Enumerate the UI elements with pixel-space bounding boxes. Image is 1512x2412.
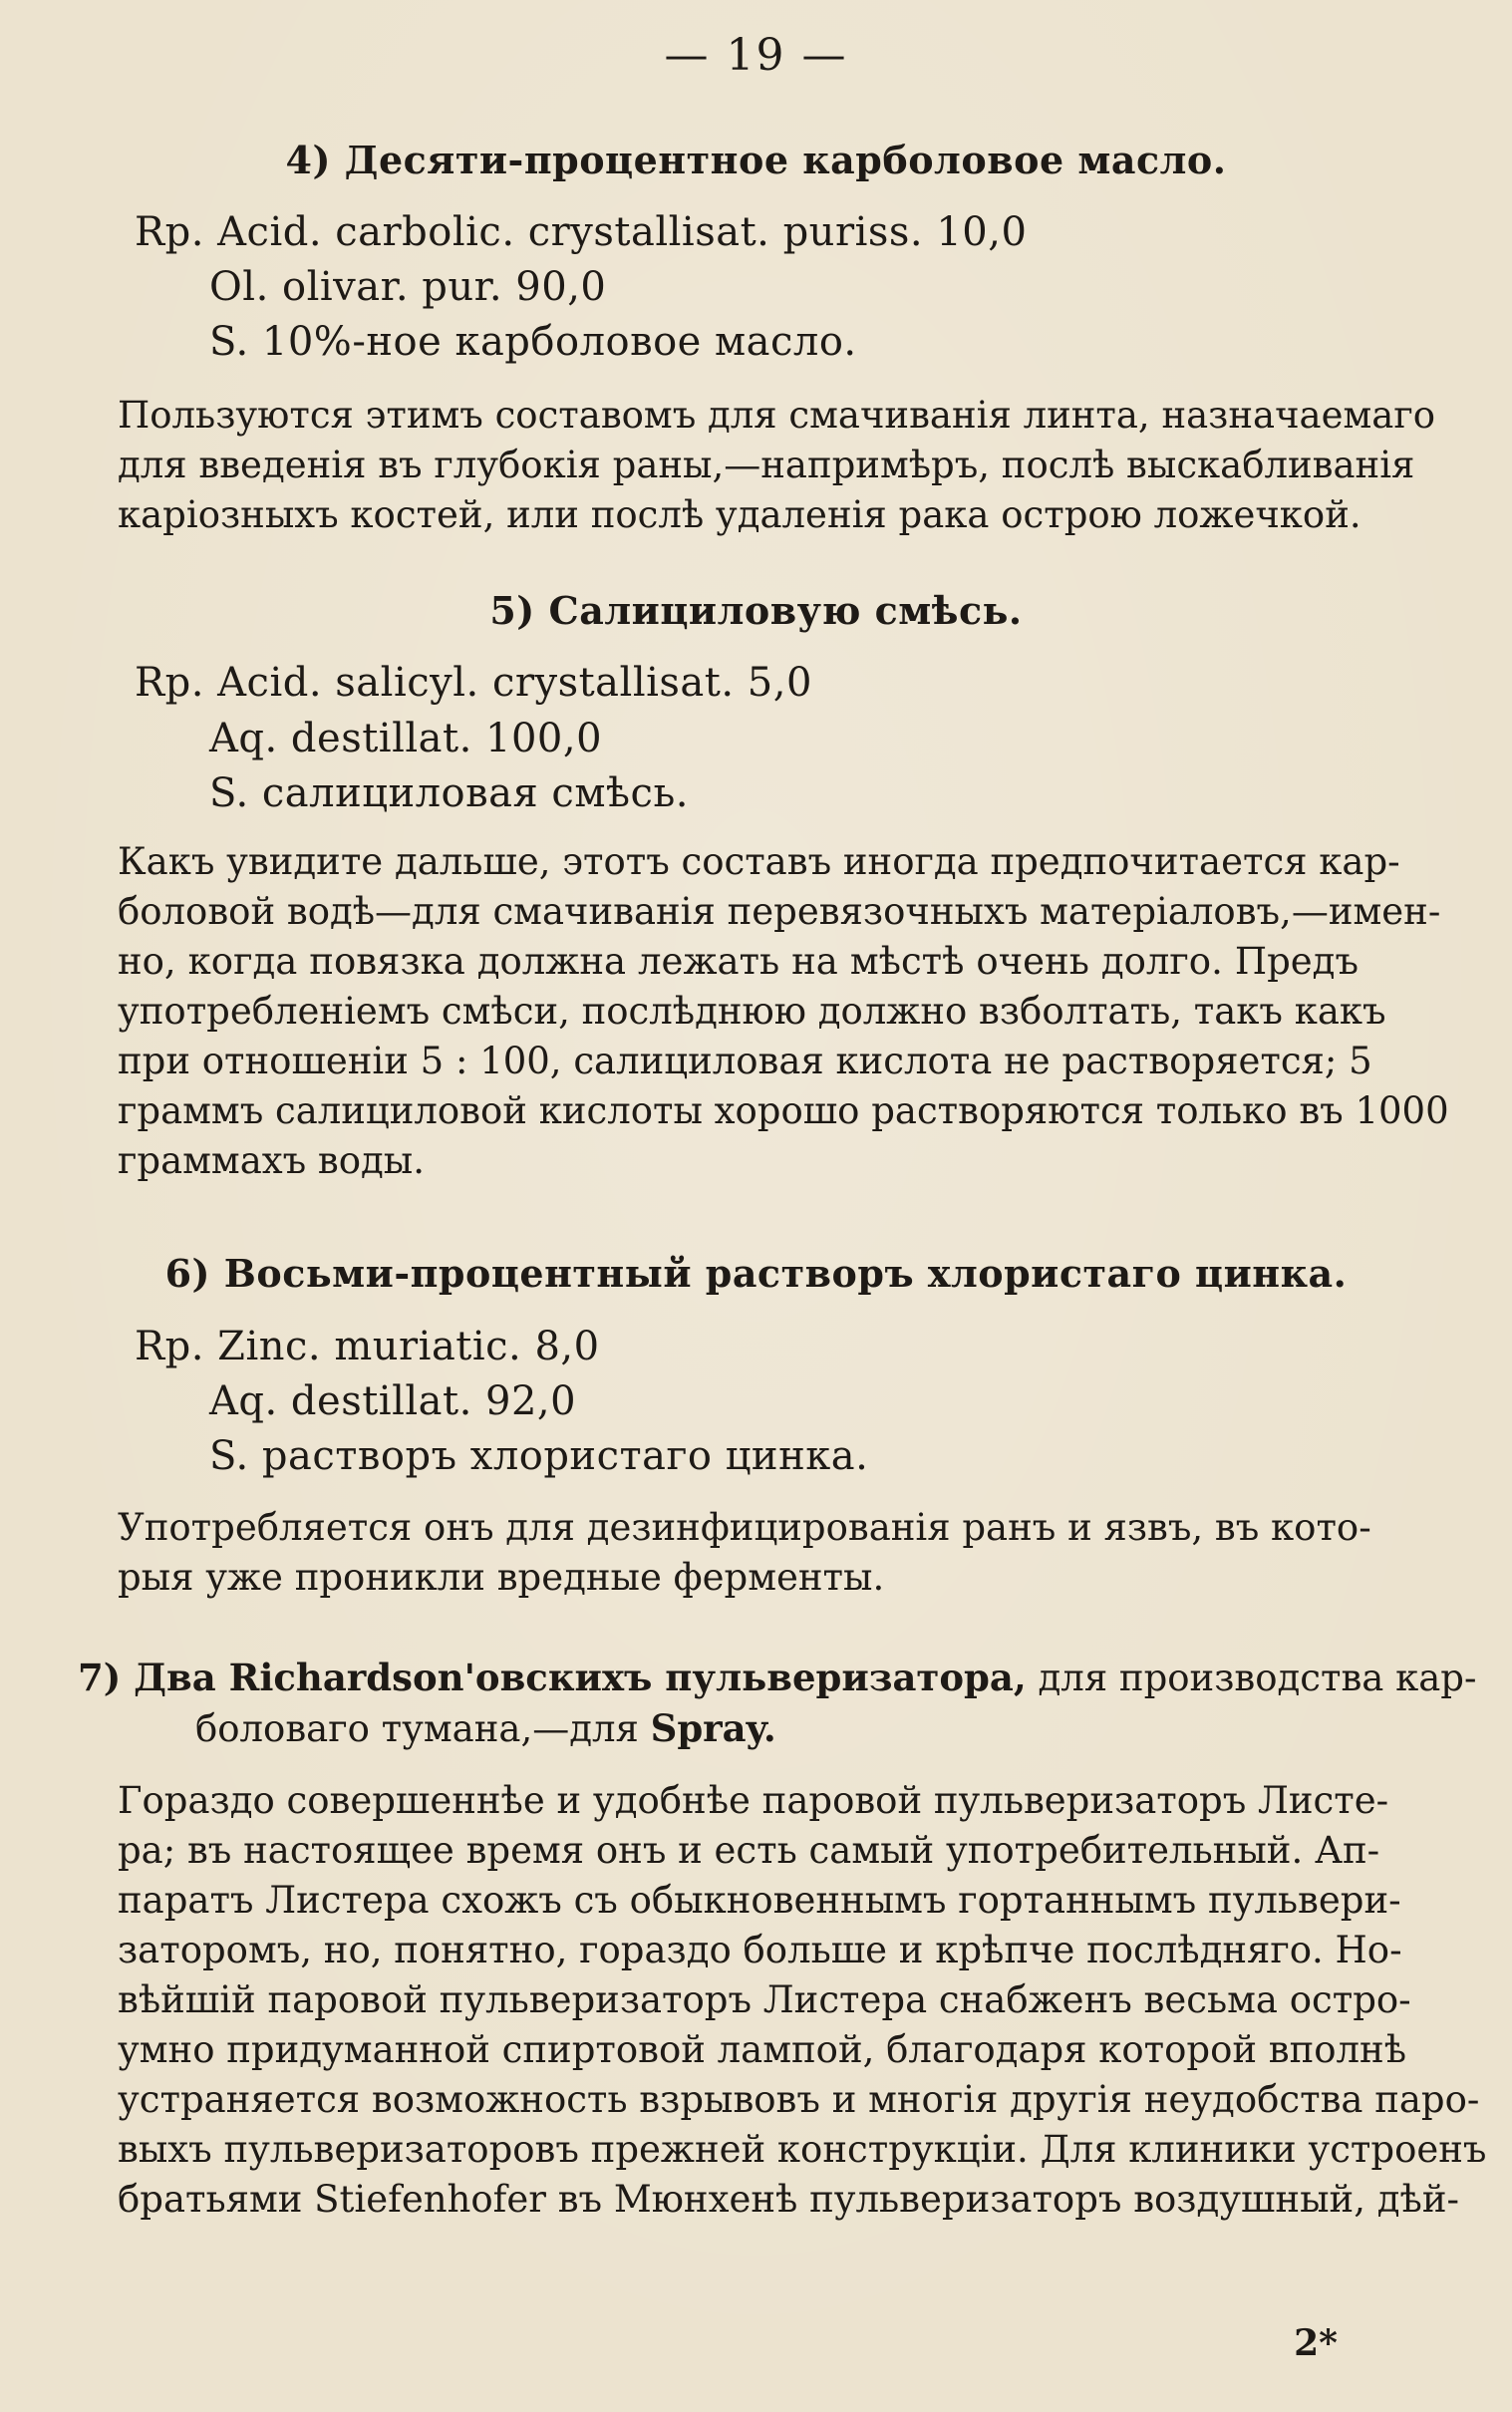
text-line: Употребляется онъ для дезинфицированія ранъ и язвъ, въ кото- (118, 1506, 1371, 1549)
text-line: умно придуманной спиртовой лампой, благодаря которой вполнѣ (118, 2028, 1407, 2071)
text-line: употребленіемъ смѣси, послѣднюю должно взболтать, такъ какъ (118, 990, 1386, 1033)
text-line: выхъ пульверизаторовъ прежней конструкціи. Для клиники устроенъ (118, 2128, 1487, 2171)
section-heading-7 (78, 1653, 1477, 1754)
heading-line (78, 1703, 1363, 1754)
text-line: братьями Stiefenhofer въ Мюнхенѣ пульверизаторъ воздушный, дѣй- (118, 2178, 1459, 2221)
recipe-line: S. растворъ хлористаго цинка. (209, 1433, 869, 1479)
text-line: заторомъ, но, понятно, гораздо больше и крѣпче послѣдняго. Но- (118, 1929, 1402, 1971)
text-line: каріозныхъ костей, или послѣ удаленія рака острою ложечкой. (118, 493, 1361, 536)
recipe-line: S. 10%-ное карболовое масло. (209, 319, 857, 365)
text-line: Какъ увидите дальше, этотъ составъ иногда предпочитается кар- (118, 840, 1400, 883)
paragraph-4 (118, 391, 1435, 540)
text-line: Пользуются этимъ составомъ для смачиванія линта, назначаемаго (118, 394, 1435, 437)
recipe-line: Rp. Zinc. muriatic. 8,0 (135, 1324, 600, 1369)
recipe-line: Aq. destillat. 92,0 (209, 1378, 577, 1424)
text-line: для введенія въ глубокія раны,—напримѣръ, послѣ выскабливанія (118, 444, 1415, 486)
text-line: вѣйшій паровой пульверизаторъ Листера снабженъ весьма остро- (118, 1978, 1411, 2021)
text-line: паратъ Листера схожъ съ обыкновеннымъ гортаннымъ пульвери- (118, 1879, 1401, 1922)
heading-line (78, 1653, 1477, 1703)
recipe-line: Ol. olivar. pur. 90,0 (209, 264, 607, 310)
recipe-line: Aq. destillat. 100,0 (209, 716, 603, 761)
text-line: при отношеніи 5 : 100, салициловая кислота не растворяется; 5 (118, 1040, 1372, 1082)
paragraph-6 (118, 1503, 1371, 1603)
recipe-line: S. салициловая смѣсь. (209, 770, 689, 816)
text-line: Гораздо совершеннѣе и удобнѣе паровой пульверизаторъ Листе- (118, 1779, 1389, 1822)
heading-bold: 7) Два Richardson'овскихъ пульверизатора, (78, 1656, 1027, 1699)
text-line: ра; въ настоящее время онъ и есть самый употребительный. Ап- (118, 1829, 1380, 1872)
heading-plain: боловаго тумана,—для (195, 1707, 651, 1750)
heading-rest: для производства кар- (1026, 1657, 1477, 1699)
recipe-line: Rp. Acid. salicyl. crystallisat. 5,0 (135, 660, 812, 706)
text-line: боловой водѣ—для смачиванія перевязочныхъ матеріаловъ,—имен- (118, 890, 1441, 933)
text-line: но, когда повязка должна лежать на мѣстѣ очень долго. Предъ (118, 940, 1359, 983)
text-line: граммахъ воды. (118, 1139, 426, 1182)
section-heading-4: 4) Десяти-процентное карболовое масло. (285, 138, 1227, 182)
heading-bold: Spray. (650, 1706, 776, 1750)
text-line: рыя уже проникли вредные ферменты. (118, 1556, 885, 1599)
paragraph-7 (118, 1776, 1487, 2225)
section-heading-5: 5) Салициловую смѣсь. (489, 588, 1023, 633)
text-line: устраняется возможность взрывовъ и многія другія неудобства паро- (118, 2078, 1480, 2121)
recipe-line: Rp. Acid. carbolic. crystallisat. puriss. 10,0 (135, 209, 1028, 255)
section-heading-6: 6) Восьми-процентный растворъ хлористаго цинка. (164, 1251, 1348, 1296)
page-number: — 19 — (664, 30, 848, 81)
paragraph-5 (118, 837, 1449, 1186)
text-line: граммъ салициловой кислоты хорошо растворяются только въ 1000 (118, 1089, 1449, 1132)
signature-mark: 2* (1294, 2322, 1338, 2364)
